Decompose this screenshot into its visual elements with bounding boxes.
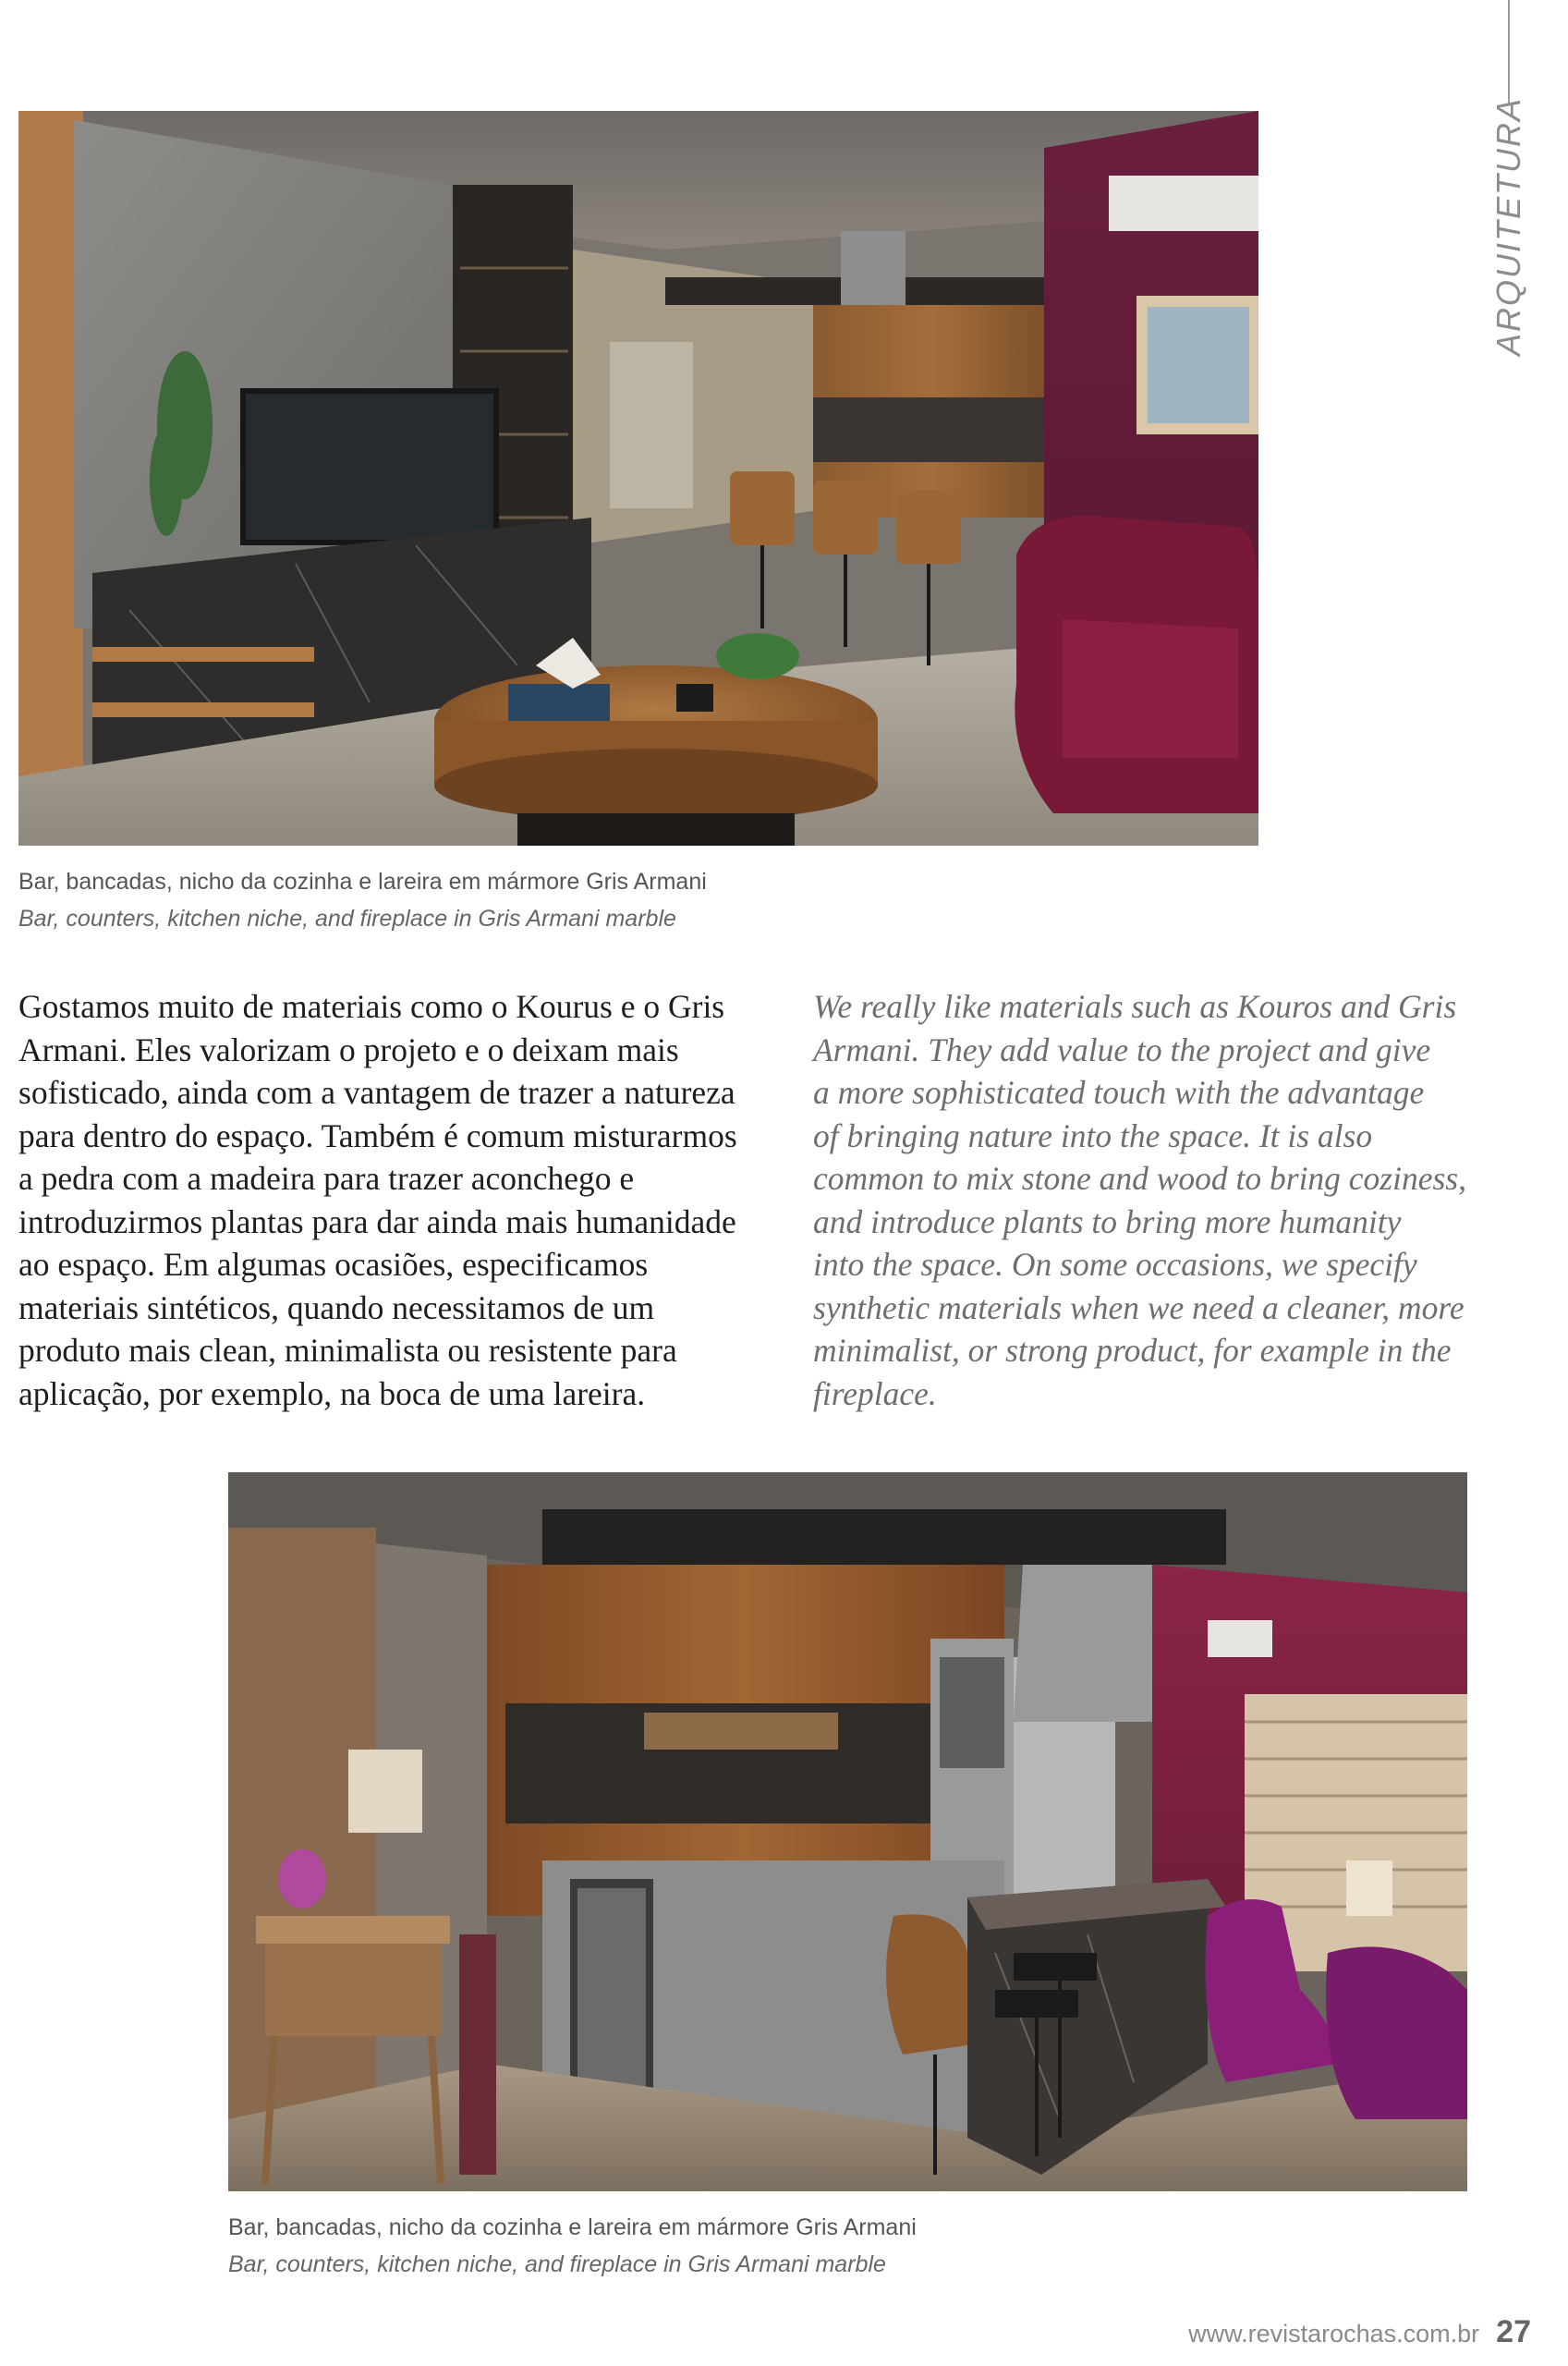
body-line: Armani. They add value to the project and give	[813, 1031, 1431, 1068]
body-line: introduzirmos plantas para dar ainda mais humanidade	[18, 1202, 736, 1240]
body-line: We really like materials such as Kouros and Gris	[813, 988, 1457, 1025]
body-line: minimalist, or strong product, for example in the	[813, 1332, 1452, 1369]
photo-kitchen	[228, 1472, 1467, 2191]
page-number: 27	[1496, 2314, 1531, 2349]
photo-living-room	[18, 111, 1258, 846]
body-line: a more sophisticated touch with the advantage	[813, 1074, 1425, 1111]
body-line: materiais sintéticos, quando necessitamos de um	[18, 1288, 655, 1326]
body-line: fireplace.	[813, 1374, 937, 1412]
body-line: a pedra com a madeira para trazer aconchego e	[18, 1160, 635, 1197]
section-label	[1486, 96, 1532, 357]
body-line: and introduce plants to bring more humanity	[813, 1202, 1402, 1240]
body-text-english	[813, 985, 1478, 1415]
body-line: into the space. On some occasions, we specify	[813, 1246, 1417, 1283]
body-text-portuguese	[18, 985, 776, 1415]
body-line: sofisticado, ainda com a vantagem de trazer a natureza	[18, 1074, 735, 1111]
body-line: Armani. Eles valorizam o projeto e o deixam mais	[18, 1031, 679, 1068]
body-line: of bringing nature into the space. It is also	[813, 1116, 1373, 1154]
caption-bottom	[228, 2209, 1429, 2283]
website-link[interactable]: www.revistarochas.com.br	[1188, 2320, 1480, 2348]
body-line: aplicação, por exemplo, na boca de uma lareira.	[18, 1374, 646, 1412]
body-line: Gostamos muito de materiais como o Kourus e o Gris	[18, 988, 725, 1025]
body-line: synthetic materials when we need a cleaner, more	[813, 1288, 1465, 1326]
caption-bottom-pt: Bar, bancadas, nicho da cozinha e lareira em mármore Gris Armani	[228, 2214, 917, 2240]
caption-bottom-en: Bar, counters, kitchen niche, and fireplace in Gris Armani marble	[228, 2251, 886, 2277]
kitchen-illustration	[228, 1472, 1467, 2191]
caption-top-en: Bar, counters, kitchen niche, and fireplace in Gris Armani marble	[18, 906, 676, 932]
caption-top-pt: Bar, bancadas, nicho da cozinha e lareira em mármore Gris Armani	[18, 869, 707, 895]
body-line: produto mais clean, minimalista ou resistente para	[18, 1332, 677, 1369]
side-rule	[1508, 0, 1510, 104]
body-line: common to mix stone and wood to bring coziness,	[813, 1160, 1467, 1197]
section-label-text: ARQUITETURA	[1489, 96, 1528, 357]
page-footer	[1188, 2314, 1531, 2350]
body-line: para dentro do espaço. Também é comum misturarmos	[18, 1116, 737, 1154]
body-line: ao espaço. Em algumas ocasiões, especificamos	[18, 1246, 649, 1283]
living-room-illustration	[18, 111, 1258, 846]
caption-top	[18, 863, 1220, 937]
